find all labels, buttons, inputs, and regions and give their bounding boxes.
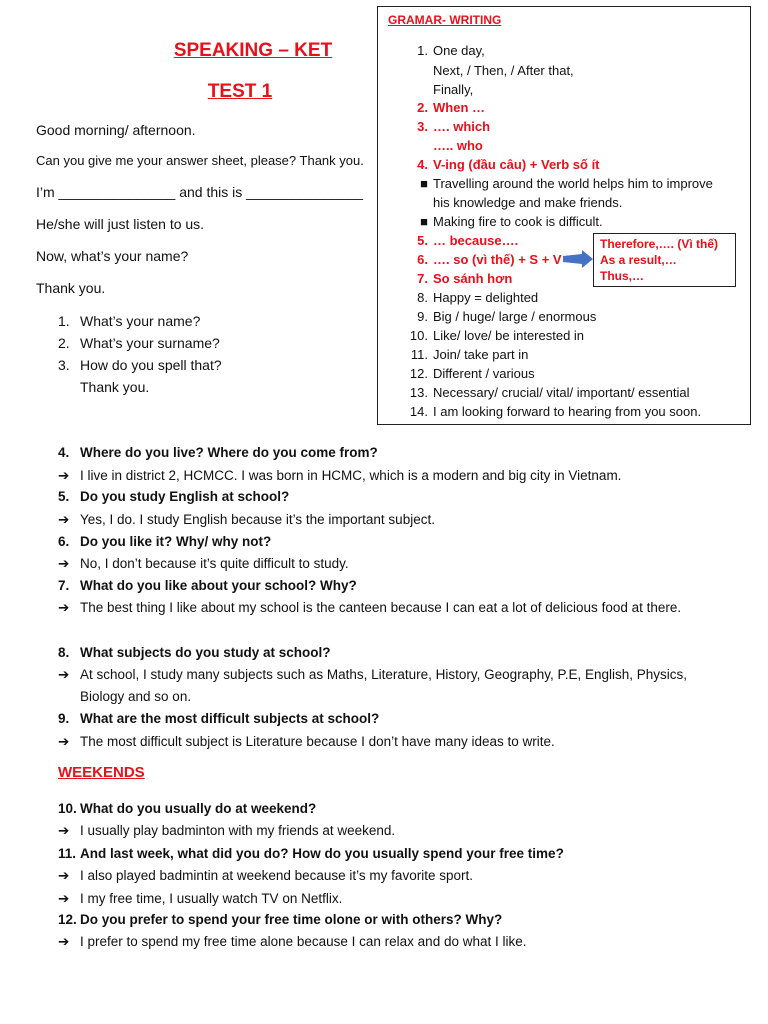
list-item: 3. How do you spell that?	[58, 357, 222, 373]
item-number: 12.	[409, 366, 428, 381]
grammar-item-text: … because….	[433, 233, 519, 248]
arrow-icon: ➔	[58, 891, 70, 906]
answer: ➔ The most difficult subject is Literature because I don’t have many ideas to write.	[58, 731, 718, 753]
section-title-weekends: WEEKENDS	[58, 764, 145, 781]
item-number: 5.	[417, 233, 428, 248]
question: 8. What subjects do you study at school?	[58, 645, 331, 660]
question: 5. Do you study English at school?	[58, 489, 290, 504]
item-number: 4.	[417, 157, 428, 172]
bullet-square-icon: ■	[420, 176, 428, 191]
grammar-item-text: Making fire to cook is difficult.	[433, 214, 603, 229]
callout-line: As a result,…	[600, 253, 677, 267]
grammar-item-text: So sánh hơn	[433, 271, 513, 286]
intro-thank-you: Thank you.	[36, 280, 106, 296]
list-item: 2. What’s your surname?	[58, 335, 220, 351]
grammar-item-text: …. which	[433, 119, 491, 134]
arrow-icon: ➔	[58, 512, 70, 527]
arrow-icon: ➔	[58, 667, 70, 682]
arrow-icon: ➔	[58, 600, 70, 615]
grammar-box	[377, 6, 751, 425]
grammar-item-text: Big / huge/ large / enormous	[433, 309, 597, 324]
callout-box	[593, 233, 736, 287]
grammar-item-text: One day,	[433, 43, 485, 58]
list-item: 1. What’s your name?	[58, 313, 201, 329]
question: 10. What do you usually do at weekend?	[58, 801, 317, 816]
arrow-icon: ➔	[58, 734, 70, 749]
item-number: 13.	[409, 385, 428, 400]
test-title: TEST 1	[207, 81, 273, 102]
item-number: 2.	[417, 100, 428, 115]
list-item: Thank you.	[80, 379, 150, 395]
grammar-item-text: When …	[433, 100, 485, 115]
item-number: 9.	[417, 309, 428, 324]
grammar-item-text: V-ing (đầu câu) + Verb số ít	[433, 157, 600, 172]
answer: ➔ At school, I study many subjects such as Maths, Literature, History, Geography, P.E, English, Physics, Biology and so on.	[58, 664, 718, 708]
arrow-icon: ➔	[58, 823, 70, 838]
callout-line: Thus,…	[600, 269, 644, 283]
intro-answer-sheet: Can you give me your answer sheet, please? Thank you.	[36, 153, 364, 168]
answer: ➔ I also played badmintin at weekend because it’s my favorite sport.	[58, 865, 718, 887]
answer: ➔ I live in district 2, HCMCC. I was born in HCMC, which is a modern and big city in Vietnam.	[58, 465, 718, 487]
grammar-item-text: Different / various	[433, 366, 535, 381]
question: 7. What do you like about your school? Why?	[58, 578, 357, 593]
arrow-icon: ➔	[58, 468, 70, 483]
grammar-item-text: I am looking forward to hearing from you soon.	[433, 404, 702, 419]
intro-greeting: Good morning/ afternoon.	[36, 122, 196, 138]
grammar-item-text: Next, / Then, / After that,	[433, 63, 574, 78]
question: 12. Do you prefer to spend your free time olone or with others? Why?	[58, 912, 503, 927]
intro-names: I’m _______________ and this is _______________	[36, 184, 363, 200]
arrow-icon: ➔	[58, 934, 70, 949]
grammar-item-text: Finally,	[433, 82, 474, 97]
answer: ➔ I my free time, I usually watch TV on Netflix.	[58, 888, 718, 910]
question: 11. And last week, what did you do? How do you usually spend your free time?	[58, 846, 564, 861]
grammar-item-text: Travelling around the world helps him to improve	[433, 176, 713, 191]
grammar-title: GRAMAR- WRITING	[388, 13, 502, 27]
answer: ➔ I usually play badminton with my friends at weekend.	[58, 820, 718, 842]
answer: ➔ No, I don’t because it’s quite difficult to study.	[58, 553, 718, 575]
grammar-item-text: his knowledge and make friends.	[433, 195, 623, 210]
grammar-item-text: Like/ love/ be interested in	[433, 328, 585, 343]
intro-listen: He/she will just listen to us.	[36, 216, 205, 232]
item-number: 3.	[417, 119, 428, 134]
item-number: 1.	[417, 43, 428, 58]
grammar-item-text: Necessary/ crucial/ vital/ important/ essential	[433, 385, 690, 400]
answer: ➔ I prefer to spend my free time alone because I can relax and do what I like.	[58, 931, 718, 953]
grammar-item-text: ….. who	[433, 138, 483, 153]
grammar-item-text: Happy = delighted	[433, 290, 539, 305]
page-title: SPEAKING – KET	[173, 40, 333, 61]
answer: ➔ The best thing I like about my school is the canteen because I can eat a lot of delicious food at there.	[58, 597, 718, 619]
question: 9. What are the most difficult subjects at school?	[58, 711, 380, 726]
item-number: 11.	[410, 347, 428, 362]
answer: ➔ Yes, I do. I study English because it’s the important subject.	[58, 509, 718, 531]
arrow-icon: ➔	[58, 868, 70, 883]
arrow-right-icon	[562, 250, 594, 268]
question: 6. Do you like it? Why/ why not?	[58, 534, 272, 549]
bullet-square-icon: ■	[420, 214, 428, 229]
grammar-item-text: …. so (vì thế) + S + V	[433, 252, 562, 267]
intro-your-name: Now, what’s your name?	[36, 248, 189, 264]
item-number: 7.	[417, 271, 428, 286]
callout-line: Therefore,…. (Vì thế)	[600, 237, 719, 251]
item-number: 6.	[417, 252, 428, 267]
grammar-item-text: Join/ take part in	[433, 347, 529, 362]
question: 4. Where do you live? Where do you come from?	[58, 445, 378, 460]
item-number: 14.	[409, 404, 428, 419]
item-number: 8.	[417, 290, 428, 305]
item-number: 10.	[409, 328, 428, 343]
arrow-icon: ➔	[58, 556, 70, 571]
